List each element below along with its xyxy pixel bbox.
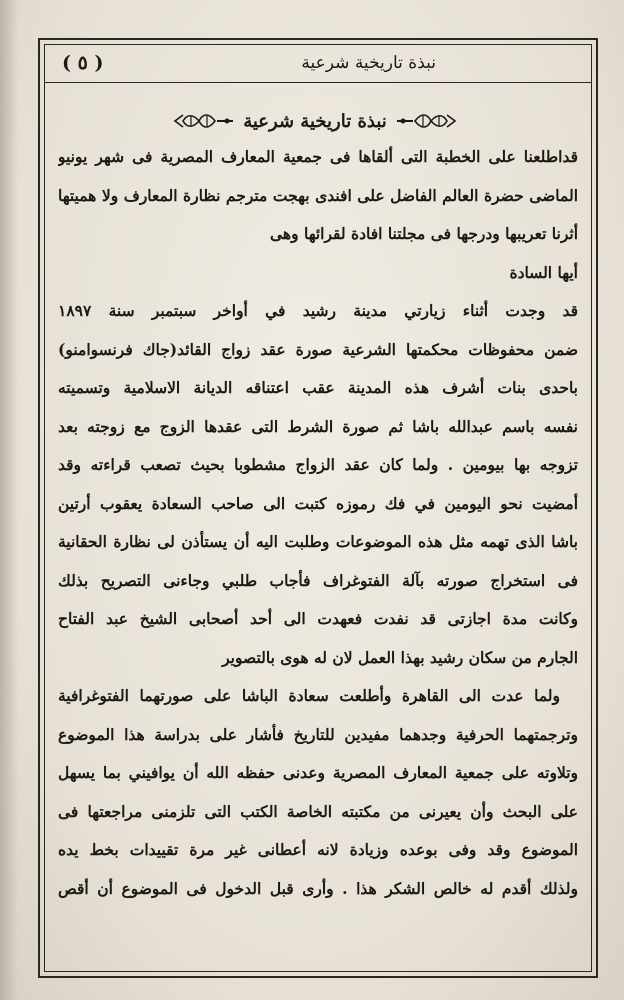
running-title: نبذة تاريخية شرعية	[301, 53, 436, 73]
body-text	[58, 138, 578, 908]
header-rule	[44, 82, 592, 83]
text-line: قد وجدت أثناء زيارتي مدينة رشيد في أواخر سبتمبر سنة ١٨٩٧	[58, 301, 578, 320]
text-line: تزوجه بها بيومين . ولما كان عقد الزواج مشطوبا بحيث تصعب قراءته وقد	[58, 455, 578, 474]
text-line: فى استخراج صورته بآلة الفتوغراف فأجاب طلبي وجاءنى التصريح بذلك	[58, 570, 578, 590]
text-line: باحدى بنات أشرف هذه المدينة عقب اعتناقه الديانة الاسلامية وتسميته	[58, 378, 578, 397]
text-line: وتلاوته على جمعية المعارف المصرية وعدنى حفظه الله أن يوافيني بما يسهل	[58, 763, 578, 782]
text-line: ولما عدت الى القاهرة وأطلعت سعادة الباشا على صورتهما الفتوغرافية	[58, 686, 560, 705]
text-line: أمضيت نحو اليومين في فك رموزه كتبت الى صاحب السعادة يعقوب أرتين	[58, 493, 578, 513]
text-line: الماضى حضرة العالم الفاضل على افندى بهجت مترجم نظارة المعارف ولا هميتها	[58, 185, 578, 205]
arabesque-ornament-icon	[173, 111, 235, 131]
page-edge-shadow	[0, 0, 18, 1000]
page-header	[50, 46, 586, 80]
text-line: قداطلعنا على الخطبة التى ألقاها فى جمعية المعارف المصرية فى شهر يونيو	[58, 147, 578, 166]
page-number: ( ٥ )	[62, 52, 104, 74]
text-line: وترجمتهما الحرفية وجدهما مفيدين للتاريخ فأشار على بدراسة هذا الموضوع	[58, 724, 578, 744]
text-line: الجارم من سكان رشيد بهذا العمل لان له هوى بالتصوير	[222, 647, 578, 667]
text-line: نفسه باسم عبدالله باشا ثم صورة الشرط التى عقدها الزوج مع زوجته بعد	[58, 416, 578, 436]
text-line: وكانت مدة اجازتى قد نفدت فعهدت الى أحد أصحابى الشيخ عبد الفتاح	[58, 609, 578, 628]
text-line: أيها السادة	[509, 262, 578, 282]
text-line: ضمن محفوظات محكمتها الشرعية صورة عقد زواج القائد(جاك فرنسوامنو)	[58, 339, 578, 359]
section-title	[150, 104, 480, 138]
text-line: الموضوع وقد وفى بوعده وزيادة لانه أعطانى غير مرة تقييدات بخط يده	[58, 840, 578, 859]
text-line: أثرنا تعريبها ودرجها فى مجلتنا افادة لقرائها وهى	[270, 224, 578, 243]
text-line: باشا الذى تهمه مثل هذه الموضوعات وطلبت اليه أن يستأذن لى نظارة الحقانية	[58, 532, 578, 551]
text-line: على البحث وأن يعيرنى من مكتبته الخاصة الكتب التى تلزمنى مراجعتها فى	[58, 801, 578, 821]
arabesque-ornament-icon	[395, 111, 457, 131]
section-title-text: نبذة تاريخية شرعية	[243, 110, 387, 132]
text-line: ولذلك أقدم له خالص الشكر هذا . وأرى قبل الدخول فى الموضوع أن أقص	[58, 878, 578, 898]
